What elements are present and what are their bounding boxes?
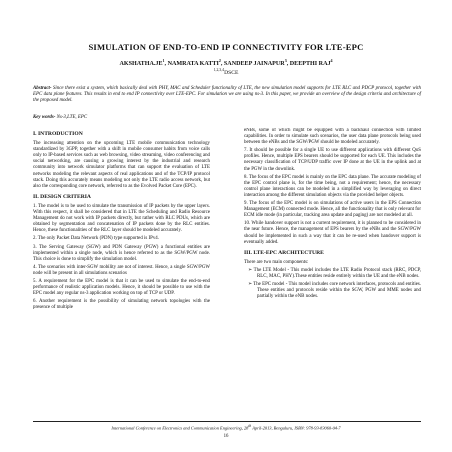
keywords	[33, 115, 87, 120]
author-1-sup: 1	[162, 58, 165, 63]
conference-text-rest: April-2013, Bengaluru, ISBN: 978-93-83060-04-7	[251, 425, 341, 431]
architecture-bullet-epc-model: ➢ The EPC model - This model includes core network interfaces, protocols and entities. These entities and protocols reside within the SGW, PGW and MME nodes and partially within the eNB nodes.	[248, 282, 421, 300]
architecture-intro: There are two main components:	[244, 259, 309, 265]
abstract-text: Since there exist a system, which basically deal with PHY, MAC and Scheduler functionality of LTE, the new simulation model supports for LTE RLC and PDCP protocol, together with EPC data plane features. This results in end to end IP connectivity over LTE-EPC. For simulation we are using ns-3. In this paper, we provide an overview of the design criteria and architecture of the proposed model.	[33, 86, 421, 104]
criteria-item-1: 1. The model is to be used to simulate the transmission of IP packets by the upper layers. With this respect, it shall be considered that in LTE the Scheduling and Radio Resource Management do not work with IP packets directly, but rather with RLC PDUs, which are obtained by segmentation and concatenation of IP packets done by the RLC entities. Hence, these functionalities of the RLC layer should be modeled accurately.	[33, 203, 210, 234]
paper-title: SIMULATION OF END-TO-END IP CONNECTIVITY FOR LTE-EPC	[88, 42, 364, 52]
author-line	[0, 58, 452, 67]
affiliation-text: DSCE	[224, 69, 239, 76]
architecture-bullet-lte-model: ➢ The LTE Model - This model includes the LTE Radio Protocol stack (RRC, PDCP, RLC, MAC, PHY).These entities reside entirely within the UE and the eNB nodes.	[248, 267, 421, 279]
right-column	[244, 128, 421, 418]
criteria-item-8: 8. The focus of the EPC model is mainly on the EPC data plane. The accurate modeling of the EPC control plane is, for the time being, not a requirement; hence, the necessary control plane interactions can be modeled in a simplified way by leveraging on direct interaction among the different simulation objects via the provided helper objects.	[244, 174, 421, 198]
affiliation	[0, 68, 452, 76]
section-heading-introduction: I. INTRODUCTION	[33, 131, 83, 137]
criteria-item-6-continued: eNBs, some of which might be equipped with a backhaul connection with limited capabilities. In order to simulate such scenarios, the user data plane protocols being used between the eNBs and the SGW/PGW should be modeled accurately.	[244, 128, 421, 146]
author-4-sup: 4	[330, 58, 333, 63]
criteria-item-5: 5. A requirement for the EPC model is that it can be used to simulate the end-to-end performance of realistic application models. Hence, it should be possible to use with the EPC model any regular ns-3 application working on top of TCP or UDP.	[33, 278, 210, 297]
conference-footer	[0, 424, 452, 430]
criteria-item-2: 2. The only Packet Data Network (PDN) type supported is IPv4.	[33, 236, 159, 242]
section-heading-design-criteria: II. DESIGN CRITERIA	[33, 193, 91, 200]
abstract-label: Abstract-	[33, 86, 52, 91]
author-2: , NAMRATA KATTI	[164, 61, 219, 68]
intro-paragraph: The increasing attention on the upcoming LTE mobile communication technology standardized by 3GPP, together with a shift in mobile consumer habits from voice calls only to IP-based services such as web browsing, video streaming, video conferencing and social networking, are causing a growing interest by the industrial and research community into network simulator platforms that can support the evaluation of LTE networks modeling the relevant aspects of real applications and of the TCP/IP protocol stack. Doing this accurately means modeling not only the LTE radio access network, but also the corresponding core network, referred to as the Evolved Packet Core (EPC).	[33, 141, 210, 189]
author-3: , SANDEEP JAINAPUR	[220, 61, 285, 68]
keywords-label: Key words-	[33, 115, 57, 120]
keywords-text: Ns-3,LTE, EPC	[56, 115, 88, 120]
author-1: AKSHATHA.JE	[119, 61, 163, 68]
abstract	[33, 86, 421, 104]
criteria-item-7: 7. It should be possible for a single UE to use different applications with different QoS profiles. Hence, multiple EPS bearers should be supported for each UE. This includes the necessary classification of TCP/UDP traffic over IP done at the UE in the uplink and at the PGW in the downlink.	[244, 148, 421, 172]
conference-text: International Conference on Electronics and Communication Engineering, 28	[111, 425, 249, 431]
author-3-sup: 3	[284, 58, 287, 63]
author-4: , DEEPTHI RAJ	[286, 61, 331, 68]
author-2-sup: 2	[218, 58, 221, 63]
criteria-item-10: 10. While handover support is not a current requirement, it is planned to be considered in the near future. Hence, the management of EPS bearers by the eNBs and the SGW/PGW should be implemented in such a way that it can be re-used when handover support is eventually added.	[244, 221, 421, 245]
criteria-item-9: 9. The focus of the EPC model is on simulations of active users in the EPS Connection Management (ECM) connected mode. Hence, all the functionality that is only relevant for ECM idle mode (in particular, tracking area update and paging) are not modeled at all.	[244, 201, 421, 219]
criteria-item-4: 4. The scenarios with inter-SGW mobility are not of interest. Hence, a single SGW/PGW node will be present in all simulations scenarios	[33, 264, 210, 276]
footer-divider	[33, 421, 421, 422]
affiliation-sup: 1,2,3,4	[213, 68, 225, 72]
conference-sup: th	[248, 424, 252, 428]
section-heading-architecture: III. LTE-EPC ARCHITECTURE	[244, 249, 324, 256]
page-number: 16	[223, 434, 229, 439]
left-column	[33, 127, 210, 417]
criteria-item-6: 6. Another requirement is the possibility of simulating network topologies with the presence of multiple	[33, 299, 210, 311]
criteria-item-3: 3. The Serving Gateway (SGW) and PDN Gateway (PGW) a functional entities are implemented within a single node, which is hence referred to as the SGW/PGW node. This choice is done to simplify the simulation model.	[33, 244, 210, 262]
